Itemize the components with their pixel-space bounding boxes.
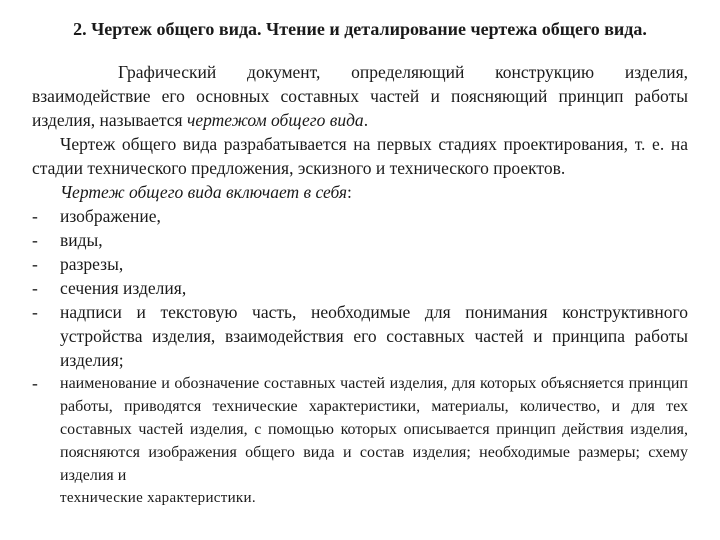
document-title: 2. Чертеж общего вида. Чтение и деталирование чертежа общего вида.: [73, 19, 647, 39]
term-general-drawing: чертежом общего вида: [186, 110, 364, 130]
list-item: [32, 372, 688, 509]
list-item-text: надписи и текстовую часть, необходимые для понимания конструктивного устройства изделия, взаимодействия его составных частей и принципа работы изделия;: [60, 302, 688, 370]
list-item: [32, 228, 688, 252]
list-item: [32, 204, 688, 228]
list-item: [32, 252, 688, 276]
list-item-continuation: технические характеристики.: [60, 490, 256, 506]
paragraph-stages: Чертеж общего вида разрабатывается на первых стадиях проектирования, т. е. на стадии технического предложения, эскизного и технического проектов.: [32, 134, 688, 178]
paragraph-definition: [32, 60, 688, 132]
contents-list: [32, 204, 688, 509]
paragraph-definition-text: Графический документ, определяющий конструкцию изделия, взаимодействие его основных составных частей и поясняющий принцип работы изделия, называется: [32, 62, 688, 130]
paragraph-definition-end: .: [363, 110, 369, 130]
list-dash: -: [32, 230, 38, 250]
list-dash: -: [32, 254, 38, 274]
list-item: [32, 300, 688, 372]
includes-colon: :: [347, 182, 352, 202]
list-dash: -: [32, 373, 38, 393]
list-item: [32, 276, 688, 300]
list-item-text: сечения изделия,: [60, 278, 187, 298]
list-dash: -: [32, 278, 38, 298]
document-page: [32, 18, 688, 509]
list-dash: -: [32, 302, 38, 322]
list-item-text: наименование и обозначение составных частей изделия, для которых объясняется принцип работы, приводятся технические характеристики, материалы, количество, и для тех составных частей изделия, с помощью которых описывается принцип действия изделия, поясняются изображения общего вида и состав изделия; необходимые размеры; схему изделия и: [60, 375, 688, 484]
list-item-text: разрезы,: [60, 254, 124, 274]
list-item-text: изображение,: [60, 206, 161, 226]
list-item-text: виды,: [60, 230, 103, 250]
includes-heading: Чертеж общего вида включает в себя: [60, 182, 348, 202]
paragraph-includes: [32, 180, 688, 204]
list-dash: -: [32, 206, 38, 226]
